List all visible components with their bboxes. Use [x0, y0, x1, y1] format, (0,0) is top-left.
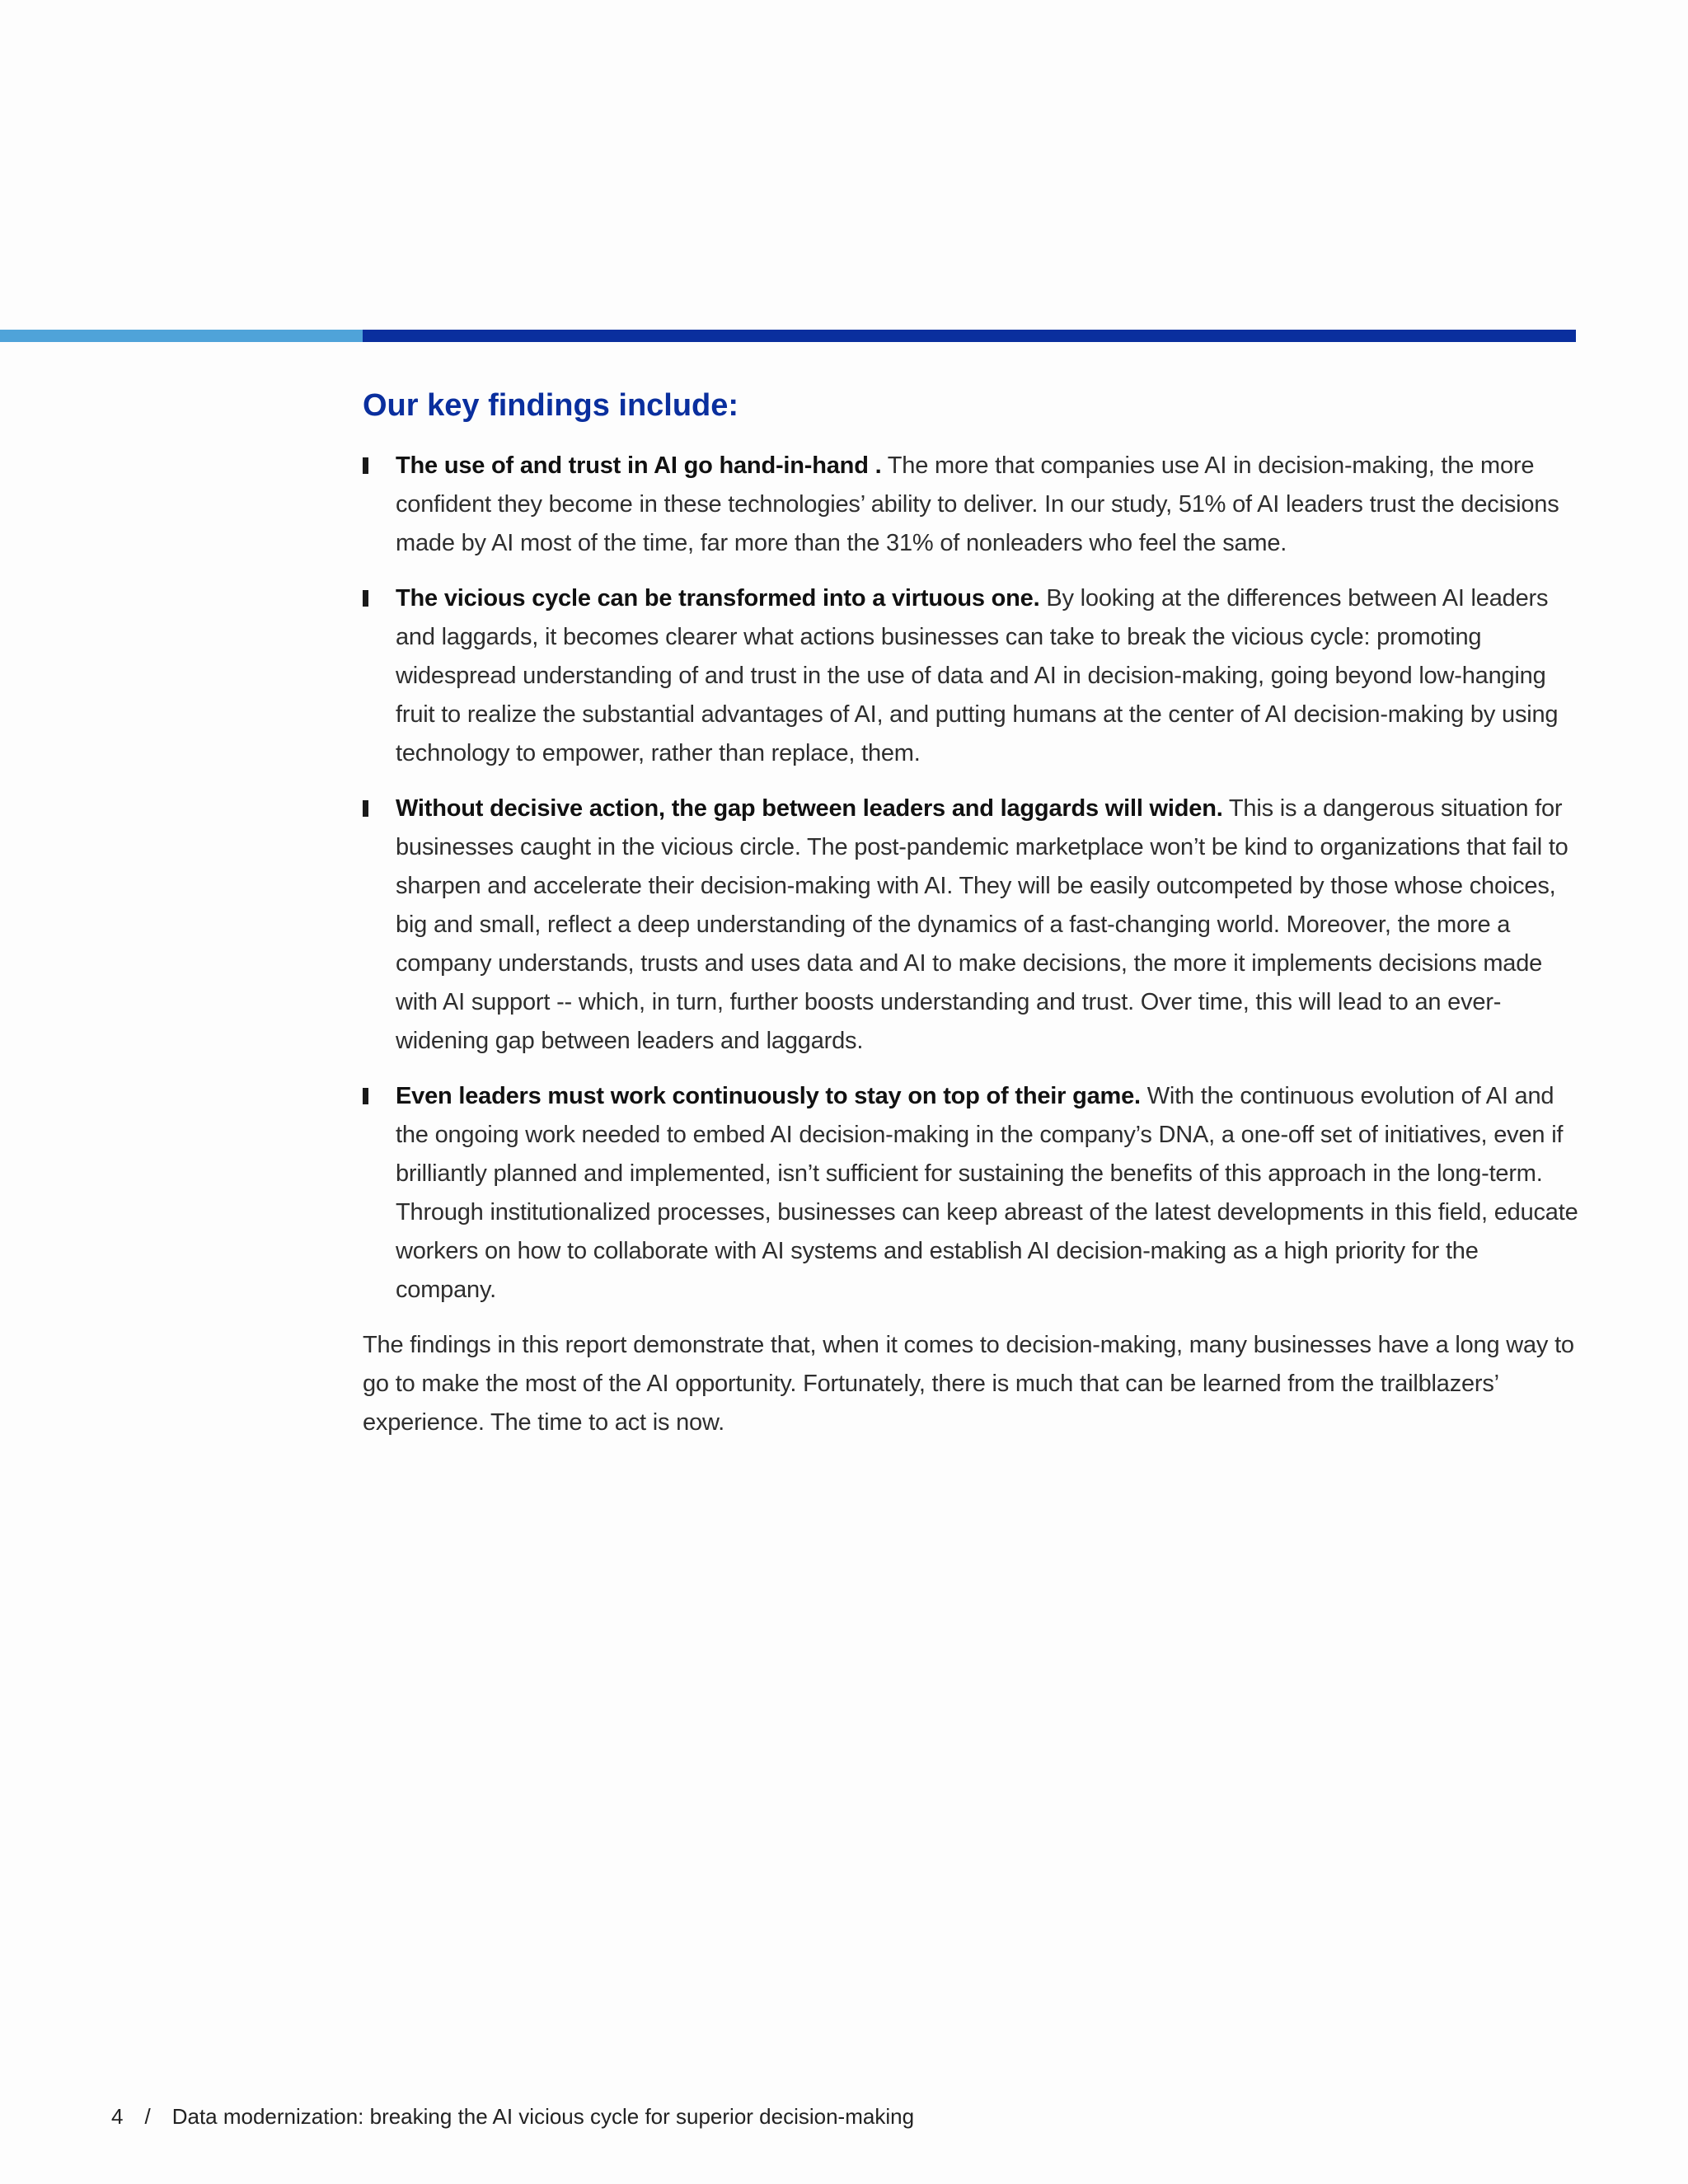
finding-item [363, 579, 1582, 773]
accent-rule-dark [363, 330, 1576, 342]
finding-text: This is a dangerous situation for businesses caught in the vicious circle. The post-pandemic marketplace won’t be kind to organizations that fail to sharpen and accelerate their decision-making with AI. They will be easily outcompeted by those whose choices, big and small, reflect a deep understanding of the dynamics of a fast-changing world. Moreover, the more a company understands, trusts and uses data and AI to make decisions, the more it implements decisions made with AI support -- which, in turn, further boosts understanding and trust. Over time, this will lead to an ever-widening gap between leaders and laggards. [396, 795, 1568, 1054]
bullet-marker-icon [363, 590, 368, 607]
document-title: Data modernization: breaking the AI vicious cycle for superior decision-making [171, 2104, 915, 2129]
finding-item [363, 1077, 1582, 1310]
bullet-marker-icon [363, 1088, 368, 1104]
finding-item [363, 447, 1582, 563]
bullet-marker-icon [363, 800, 368, 817]
footer-separator: / [144, 2104, 151, 2129]
finding-text: With the continuous evolution of AI and the ongoing work needed to embed AI decision-making in the company’s DNA, a one-off set of initiatives, even if brilliantly planned and implemented, isn’t sufficient for sustaining the benefits of this approach in the long-term. Through institutionalized processes, businesses can keep abreast of the latest developments in this field, educate workers on how to collaborate with AI systems and establish AI decision-making as a high priority for the company. [396, 1083, 1578, 1303]
closing-paragraph: The findings in this report demonstrate that, when it comes to decision-making, many businesses have a long way to go to make the most of the AI opportunity. Fortunately, there is much that can be learned from the trailblazers’ experience. The time to act is now. [363, 1332, 1574, 1436]
findings-list [363, 447, 1582, 1310]
finding-lead: Without decisive action, the gap between leaders and laggards will widen. [396, 795, 1223, 822]
finding-lead: The vicious cycle can be transformed into a virtuous one. [396, 585, 1040, 612]
finding-lead: The use of and trust in AI go hand-in-hand . [396, 452, 882, 479]
finding-text: By looking at the differences between AI leaders and laggards, it becomes clearer what actions businesses can take to break the vicious cycle: promoting widespread understanding of and trust in the use of data and AI in decision-making, going beyond low-hanging fruit to realize the substantial advantages of AI, and putting humans at the center of AI decision-making by using technology to empower, rather than replace, them. [396, 585, 1559, 766]
finding-item [363, 790, 1582, 1061]
page-footer [111, 2104, 914, 2130]
bullet-marker-icon [363, 457, 368, 474]
main-content [363, 381, 1582, 1442]
finding-lead: Even leaders must work continuously to stay on top of their game. [396, 1083, 1141, 1109]
finding-text: The more that companies use AI in decision-making, the more confident they become in these technologies’ ability to deliver. In our study, 51% of AI leaders trust the decisions made by AI most of the time, far more than the 31% of nonleaders who feel the same. [396, 452, 1559, 556]
page-number: 4 [111, 2104, 124, 2129]
accent-rule-light [0, 330, 363, 342]
section-heading: Our key findings include: [363, 388, 739, 423]
